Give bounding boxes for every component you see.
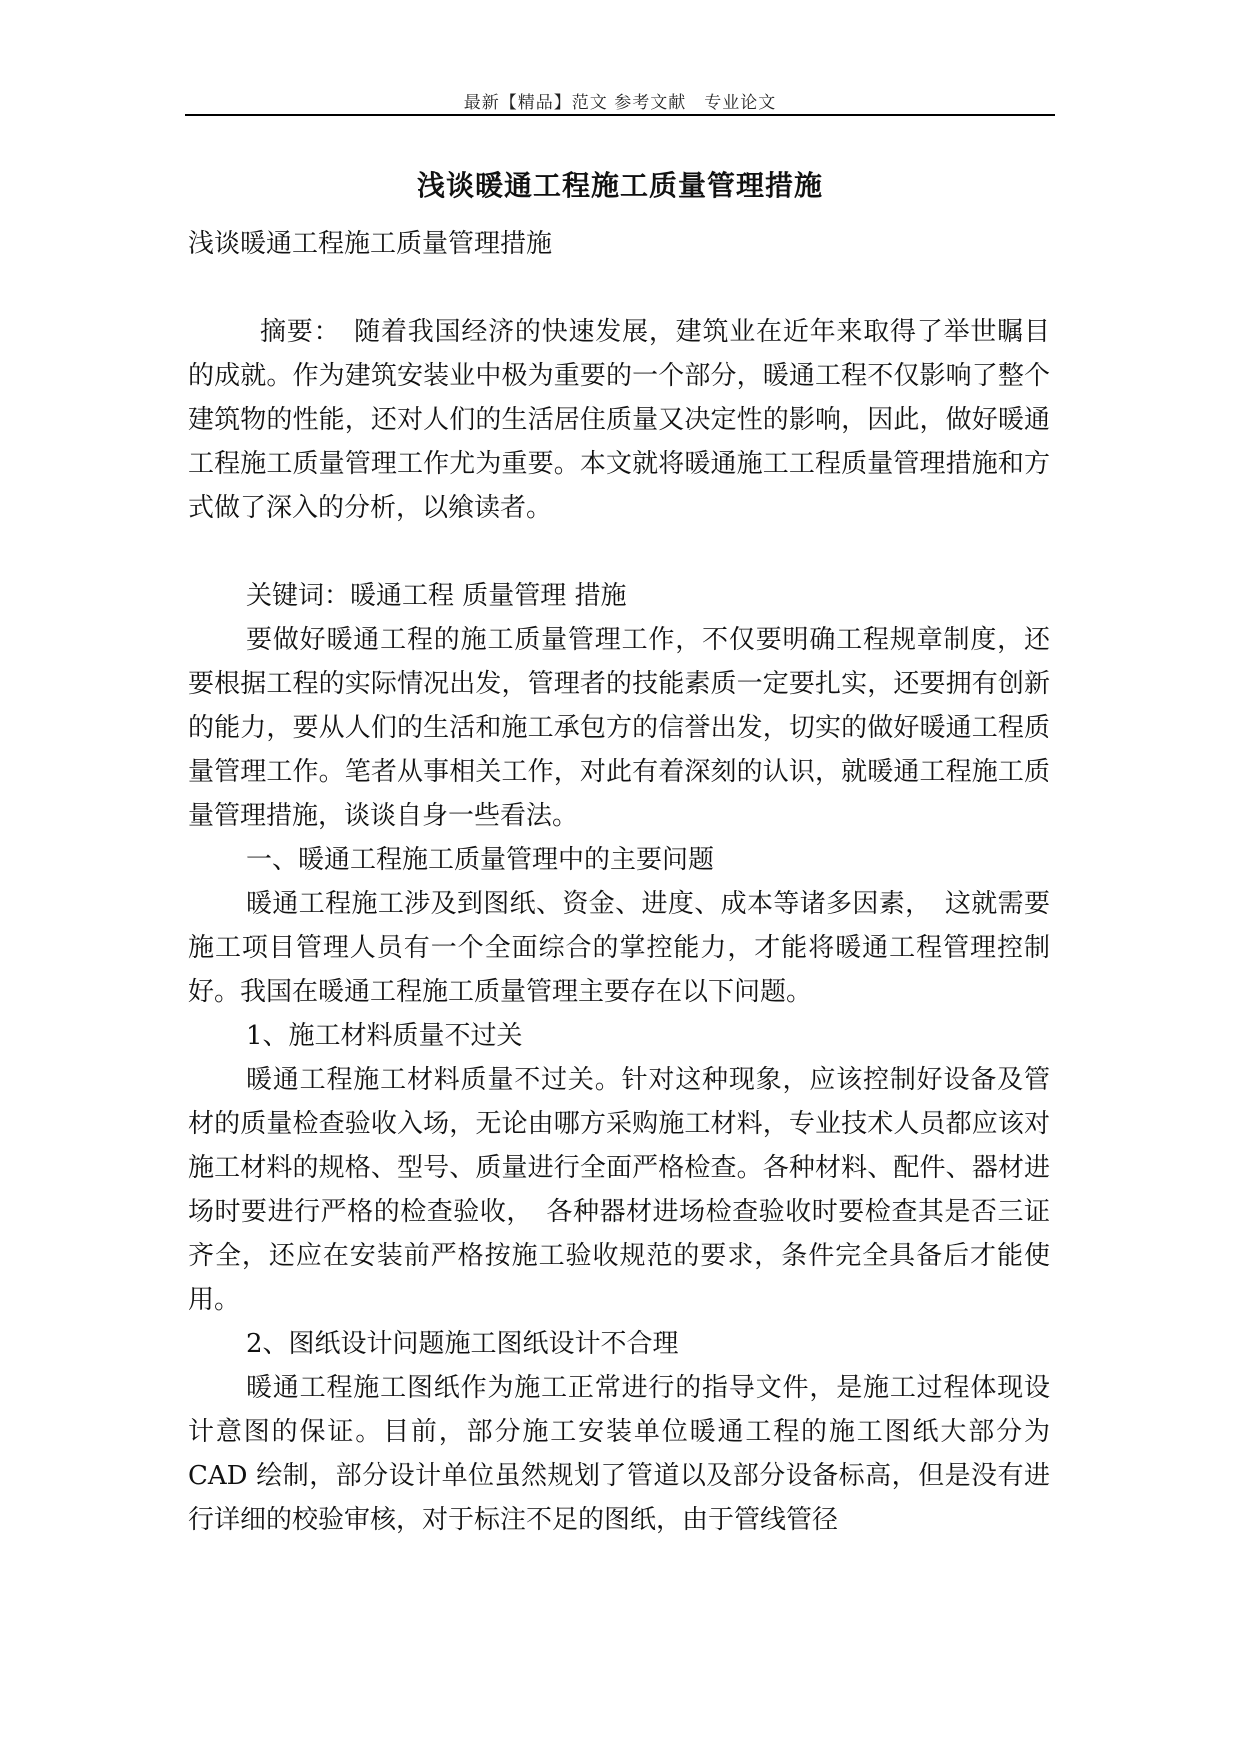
section-heading: 一、暖通工程施工质量管理中的主要问题 <box>246 845 715 875</box>
body-paragraph: 暖通工程施工材料质量不过关。针对这种现象，应该控制好设备及管材的质量检查验收入场，无论由哪方采购施工材料，专业技术人员都应该对施工材料的规格、型号、质量进行全面严格检查。各种材料、配件、器材进场时要进行严格的检查验收， 各种器材进场检查验收时要检查其是否三证齐全，还应在安装前严格按施工验收规范的要求，条件完全具备后才能使用。 <box>188 1065 1050 1315</box>
page-header: 最新【精品】范文 参考文献 专业论文 <box>463 93 777 113</box>
body-paragraph: 暖通工程施工涉及到图纸、资金、进度、成本等诸多因素， 这就需要施工项目管理人员有一个全面综合的掌控能力，才能将暖通工程管理控制好。我国在暖通工程施工质量管理主要存在以下问题。 <box>188 889 1050 1007</box>
subsection-heading: 1、施工材料质量不过关 <box>246 1021 523 1051</box>
keywords-line: 关键词：暖通工程 质量管理 措施 <box>246 581 627 611</box>
body-paragraph: 暖通工程施工图纸作为施工正常进行的指导文件，是施工过程体现设计意图的保证。目前，部分施工安装单位暖通工程的施工图纸大部分为CAD 绘制，部分设计单位虽然规划了管道以及部分设备标高，但是没有进行详细的校验审核，对于标注不足的图纸，由于管线管径 <box>188 1373 1050 1535</box>
document-body <box>188 222 1050 1542</box>
abstract-paragraph: 摘要： 随着我国经济的快速发展，建筑业在近年来取得了举世瞩目的成就。作为建筑安装业中极为重要的一个部分，暖通工程不仅影响了整个建筑物的性能，还对人们的生活居住质量又决定性的影响，因此，做好暖通工程施工质量管理工作尤为重要。本文就将暖通施工工程质量管理措施和方式做了深入的分析，以飨读者。 <box>188 317 1050 523</box>
document-subtitle: 浅谈暖通工程施工质量管理措施 <box>188 229 553 259</box>
subsection-heading: 2、图纸设计问题施工图纸设计不合理 <box>246 1329 679 1359</box>
header-divider <box>185 114 1055 116</box>
body-paragraph: 要做好暖通工程的施工质量管理工作，不仅要明确工程规章制度，还要根据工程的实际情况出发，管理者的技能素质一定要扎实，还要拥有创新的能力，要从人们的生活和施工承包方的信誉出发，切实的做好暖通工程质量管理工作。笔者从事相关工作，对此有着深刻的认识，就暖通工程施工质量管理措施，谈谈自身一些看法。 <box>188 625 1050 831</box>
spacer <box>188 266 1050 310</box>
document-title: 浅谈暖通工程施工质量管理措施 <box>416 169 823 202</box>
spacer <box>188 530 1050 574</box>
